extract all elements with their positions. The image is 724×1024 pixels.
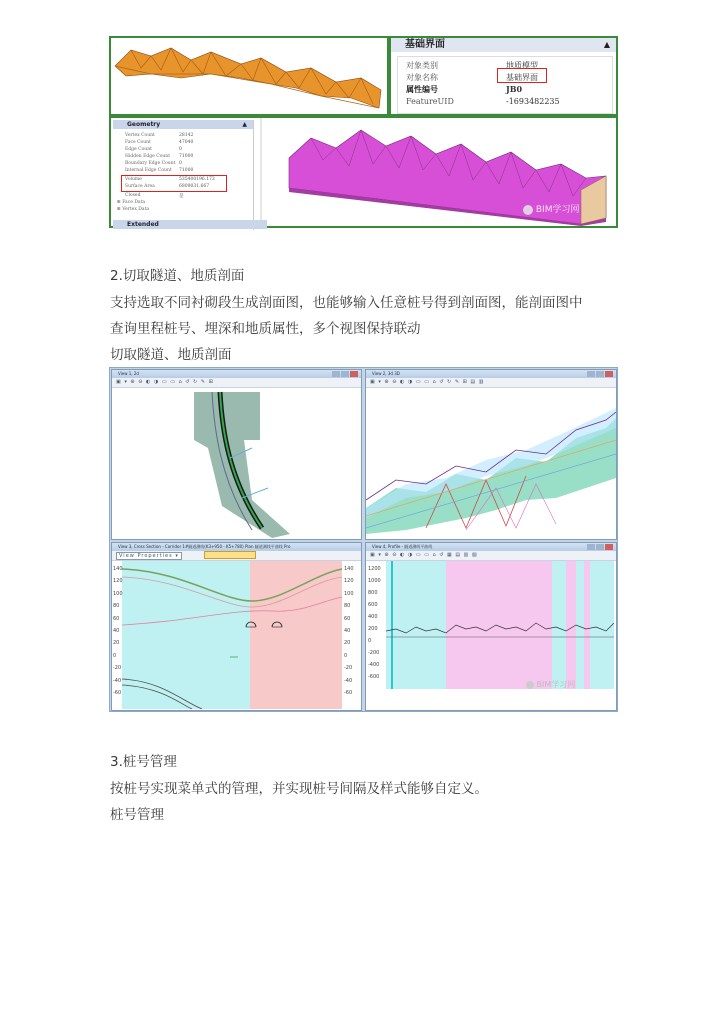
section2-body-line1: 支持选取不同衬砌段生成剖面图，也能够输入任意桩号得到剖面图，能剖面图中 <box>110 295 583 311</box>
geo-label: Hidden Edge Count <box>125 154 171 159</box>
tick-label: 0 <box>113 652 117 659</box>
orange-terrain-model <box>111 38 387 114</box>
tick-label: -20 <box>113 665 122 672</box>
prop-value: 基础界面 <box>506 73 538 82</box>
section2-heading: 2.切取隧道、地质剖面 <box>110 268 245 284</box>
tick-label: 120 <box>113 578 123 585</box>
tick-label: 40 <box>113 628 120 635</box>
minimize-icon[interactable] <box>332 371 340 377</box>
tick-label: 140 <box>344 566 354 572</box>
tick-label: 100 <box>344 590 354 597</box>
tick-label: 40 <box>344 628 351 635</box>
prop-label: 属性编号 <box>406 84 438 94</box>
view3-left-axis <box>113 563 123 699</box>
geo-label: Internal Edge Count <box>125 168 172 173</box>
view3-title-bar <box>112 543 361 551</box>
tick-label: 400 <box>368 614 378 620</box>
geo-value: 28142 <box>179 133 194 138</box>
properties-panel <box>389 36 618 116</box>
view1-toolbar[interactable]: ▣ ▾ ⊕ ⊖ ◐ ◑ ▭ ▭ ⌂ ↺ ↻ ✎ ⊞ <box>112 378 361 388</box>
section3-heading: 3.桩号管理 <box>110 754 177 770</box>
geometry-and-magenta-view <box>109 116 618 228</box>
geo-value: 是 <box>179 194 184 199</box>
extended-header <box>113 220 267 229</box>
four-view-screenshot <box>109 367 618 712</box>
station-input[interactable] <box>204 551 256 559</box>
close-icon[interactable] <box>350 371 358 377</box>
geo-label: Closed <box>125 193 141 198</box>
maximize-icon[interactable] <box>596 544 604 550</box>
view3-window <box>111 542 362 711</box>
geo-value: 0 <box>179 161 182 166</box>
orange-terrain-view <box>109 36 389 116</box>
watermark-logo-icon <box>526 681 534 689</box>
tick-label: 600 <box>368 602 378 608</box>
prop-value: -1693482235 <box>506 97 560 106</box>
view3-toolbar[interactable] <box>112 551 361 561</box>
view4-plot-area <box>386 561 614 689</box>
view3-title: View 3, Cross Section - Corridor 1#隧道测线(K3+950 - K5+780) Plan 隧道测线平曲线 Pro <box>118 544 291 549</box>
prop-label: 对象类别 <box>406 61 438 70</box>
properties-table <box>397 56 613 114</box>
geo-value: 0 <box>179 147 182 152</box>
tick-label: 80 <box>344 603 351 610</box>
geo-label: Boundary Edge Count <box>125 161 176 166</box>
view4-title-bar <box>366 543 616 551</box>
geometry-panel <box>113 120 254 230</box>
view2-3d-drawing <box>366 388 616 538</box>
profile-lines <box>386 561 614 689</box>
geo-expander[interactable]: ⊞ Vertex Data <box>117 207 150 212</box>
tick-label: 80 <box>113 603 120 610</box>
watermark-text: BIM学习网 <box>535 205 580 215</box>
section2-body-line2: 查询里程桩号、埋深和地质属性，多个视图保持联动 <box>110 321 421 337</box>
tick-label: -600 <box>368 674 380 680</box>
tick-label: 1200 <box>368 566 381 572</box>
maximize-icon[interactable] <box>596 371 604 377</box>
tick-label: 0 <box>344 652 348 659</box>
tick-label: 20 <box>344 640 351 647</box>
tick-label: -40 <box>344 677 353 684</box>
tick-label: 20 <box>113 640 120 647</box>
prop-label: FeatureUID <box>406 97 454 106</box>
geo-value: 71000 <box>179 168 194 173</box>
minimize-icon[interactable] <box>587 371 595 377</box>
tick-label: 140 <box>113 566 123 572</box>
tick-label: 0 <box>368 638 372 644</box>
view2-window <box>365 369 617 540</box>
properties-title: 基础界面 <box>405 39 445 50</box>
geo-label: Face Count <box>125 140 151 145</box>
view2-toolbar[interactable]: ▣ ▾ ⊕ ⊖ ◐ ◑ ▭ ▭ ⌂ ↺ ↻ ✎ ⊞ ▤ ▥ <box>366 378 616 388</box>
highlight-box <box>497 68 547 83</box>
tick-label: 200 <box>368 626 378 632</box>
geo-label: Vertex Count <box>125 133 155 138</box>
view1-title-bar <box>112 370 361 378</box>
geo-value: 535400196.173 <box>179 177 215 182</box>
tick-label: 60 <box>344 615 351 622</box>
geo-label: Edge Count <box>125 147 152 152</box>
watermark-text: BIM学习网 <box>536 680 576 689</box>
minimize-icon[interactable] <box>587 544 595 550</box>
geo-expander[interactable]: ⊞ Face Data <box>117 200 146 205</box>
geometry-title: Geometry <box>127 121 161 128</box>
tick-label: 60 <box>113 615 120 622</box>
view3-plot-area <box>122 561 342 709</box>
geo-value: 71000 <box>179 154 194 159</box>
view4-window <box>365 542 617 711</box>
geo-value: 47040 <box>179 140 194 145</box>
geo-value: 6809031.667 <box>179 184 210 189</box>
tick-label: -60 <box>113 690 122 697</box>
close-icon[interactable] <box>605 544 613 550</box>
tick-label: 1000 <box>368 578 381 584</box>
view2-title-bar <box>366 370 616 378</box>
view4-toolbar[interactable]: ▣ ▾ ⊕ ⊖ ◐ ◑ ▭ ▭ ⌂ ↺ ▦ ▤ ▥ ▧ <box>366 551 616 561</box>
window-controls[interactable] <box>586 544 614 550</box>
tick-label: -200 <box>368 650 380 656</box>
view1-plan-drawing <box>112 388 361 538</box>
prop-label: 对象名称 <box>406 73 438 82</box>
view4-y-axis <box>368 563 381 683</box>
window-controls[interactable] <box>331 371 359 377</box>
view1-window <box>111 369 362 540</box>
tick-label: 800 <box>368 590 378 596</box>
cross-section-lines <box>122 561 342 709</box>
watermark <box>526 679 575 690</box>
section3-caption: 桩号管理 <box>110 807 164 823</box>
tick-label: -20 <box>344 665 353 672</box>
view2-title: View 2, 3d 3D <box>372 371 400 376</box>
prop-value: JB0 <box>506 84 523 94</box>
close-icon[interactable] <box>605 371 613 377</box>
geometry-header <box>113 120 253 129</box>
properties-title-bar <box>391 38 616 52</box>
section3-body: 按桩号实现菜单式的管理，并实现桩号间隔及样式能够自定义。 <box>110 781 488 797</box>
watermark-logo-icon <box>523 205 533 215</box>
watermark <box>523 202 579 215</box>
geo-label: Volume <box>125 177 142 182</box>
extended-title: Extended <box>127 221 159 228</box>
highlight-box <box>121 175 227 192</box>
prop-value: 地质模型 <box>506 61 538 70</box>
geo-label: Surface Area <box>125 184 155 189</box>
view3-right-axis <box>344 563 354 699</box>
collapse-icon[interactable]: ▲ <box>603 40 610 49</box>
tick-label: -400 <box>368 662 380 668</box>
section2-caption: 切取隧道、地质剖面 <box>110 347 232 363</box>
view1-title: View 1, 2d <box>118 371 139 376</box>
collapse-icon[interactable]: ▲ <box>242 121 247 128</box>
geo-label: Vertex Data <box>122 207 150 212</box>
view-properties-label: View Properties <box>119 552 173 559</box>
tick-label: 120 <box>344 578 354 585</box>
tick-label: -60 <box>344 690 353 697</box>
view-properties-dropdown[interactable]: View Properties ▾ <box>116 552 182 560</box>
tick-label: 100 <box>113 590 123 597</box>
window-controls[interactable] <box>586 371 614 377</box>
tick-label: -40 <box>113 677 122 684</box>
geo-label: Face Data <box>122 200 146 205</box>
view4-title: View 4, Profile - 隧道测线平曲线 <box>372 544 433 549</box>
maximize-icon[interactable] <box>341 371 349 377</box>
